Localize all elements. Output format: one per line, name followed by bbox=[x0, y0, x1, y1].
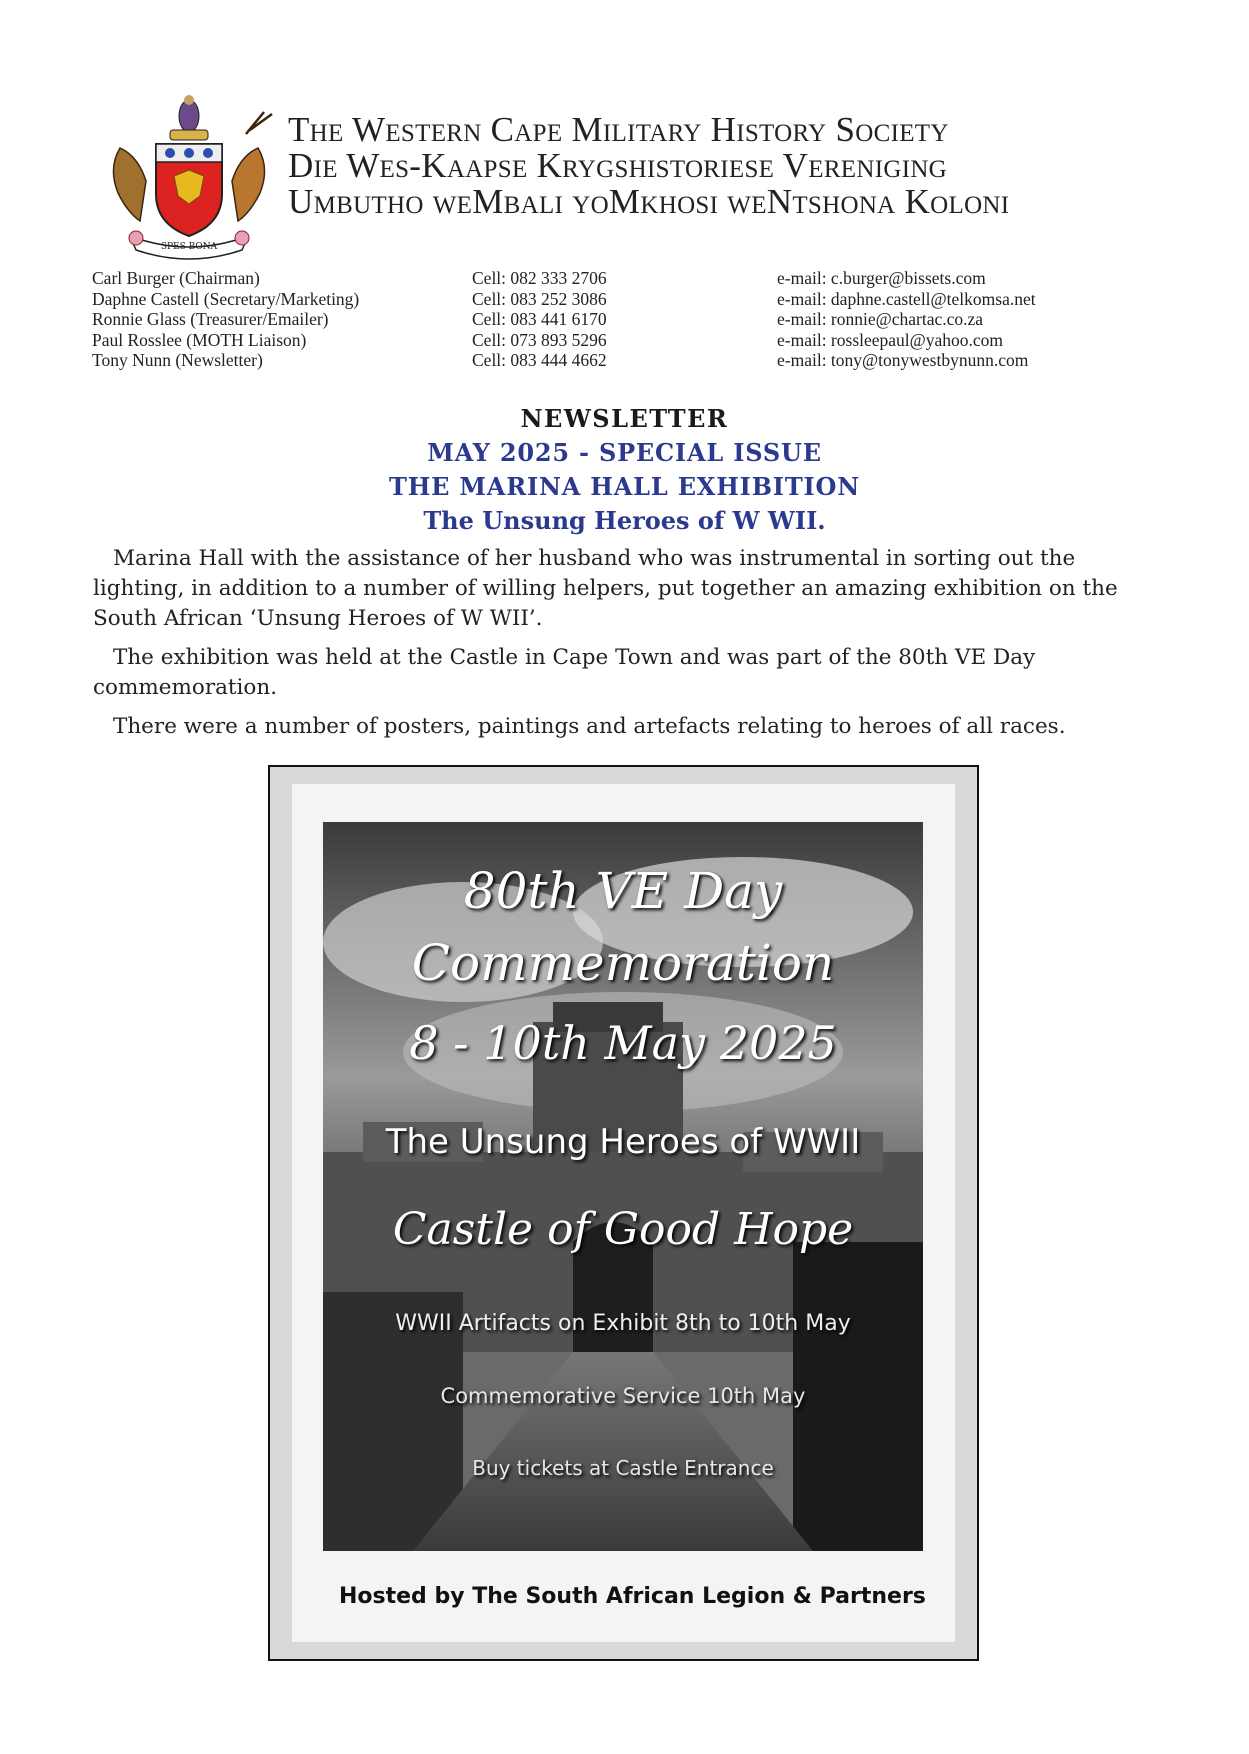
contact-name: Tony Nunn (Newsletter) bbox=[92, 350, 263, 370]
contact-cell: Cell: 073 893 5296 bbox=[472, 329, 607, 350]
contact-row bbox=[92, 268, 1162, 289]
article-paragraph: There were a number of posters, paintings and artefacts relating to heroes of all races. bbox=[113, 714, 1066, 739]
exhibition-poster bbox=[268, 765, 979, 1661]
poster-line-3: 8 - 10th May 2025 bbox=[409, 1016, 837, 1070]
committee-contacts bbox=[92, 268, 1162, 371]
contact-email[interactable]: e-mail: c.burger@bissets.com bbox=[777, 268, 986, 288]
contact-row bbox=[92, 289, 1162, 310]
poster-line-4: The Unsung Heroes of WWII bbox=[385, 1122, 861, 1162]
contact-name: Paul Rosslee (MOTH Liaison) bbox=[92, 329, 307, 350]
contact-email[interactable]: e-mail: ronnie@chartac.co.za bbox=[777, 309, 984, 329]
issue-title: MAY 2025 - SPECIAL ISSUE bbox=[427, 438, 822, 467]
contact-cell: Cell: 083 252 3086 bbox=[472, 288, 607, 309]
poster-line-2: Commemoration bbox=[411, 934, 835, 992]
crest-motto: SPES BONA bbox=[160, 242, 218, 252]
contact-email[interactable]: e-mail: rossleepaul@yahoo.com bbox=[777, 329, 1004, 350]
exhibition-title: THE MARINA HALL EXHIBITION bbox=[389, 472, 860, 501]
society-name-afrikaans: Die Wes-Kaapse Krygshistoriese Vereniging bbox=[288, 146, 948, 185]
contact-name: Ronnie Glass (Treasurer/Emailer) bbox=[92, 309, 329, 329]
newsletter-title: NEWSLETTER bbox=[520, 404, 729, 433]
contact-email[interactable]: e-mail: tony@tonywestbynunn.com bbox=[777, 350, 1029, 370]
poster-line-7: Commemorative Service 10th May bbox=[440, 1384, 806, 1408]
society-crest-logo bbox=[100, 88, 278, 266]
society-name-english: The Western Cape Military History Society bbox=[288, 110, 949, 149]
contact-cell: Cell: 082 333 2706 bbox=[472, 268, 607, 288]
article-paragraph: The exhibition was held at the Castle in Cape Town and was part of the 80th VE Day commemoration. bbox=[93, 645, 1036, 700]
poster-footer bbox=[323, 1566, 926, 1626]
contact-cell: Cell: 083 444 4662 bbox=[472, 350, 607, 370]
contact-name: Daphne Castell (Secretary/Marketing) bbox=[92, 288, 360, 309]
poster-line-5: Castle of Good Hope bbox=[392, 1204, 854, 1255]
contact-row bbox=[92, 350, 1162, 371]
article-body bbox=[93, 544, 1163, 751]
exhibition-subtitle: The Unsung Heroes of W WII. bbox=[423, 506, 826, 535]
contact-row bbox=[92, 330, 1162, 351]
poster-sheet bbox=[292, 784, 955, 1642]
society-name-block bbox=[288, 112, 1009, 220]
contact-email[interactable]: e-mail: daphne.castell@telkomsa.net bbox=[777, 288, 1036, 309]
article-paragraph: Marina Hall with the assistance of her husband who was instrumental in sorting out the lighting, in addition to a number of willing helpers, put together an amazing exhibition on the South African ‘Unsung Heroes of W WII’. bbox=[93, 546, 1118, 631]
contact-name: Carl Burger (Chairman) bbox=[92, 268, 260, 288]
contact-row bbox=[92, 309, 1162, 330]
host-credit: Hosted by The South African Legion & Partners bbox=[339, 1583, 926, 1609]
poster-line-6: WWII Artifacts on Exhibit 8th to 10th May bbox=[395, 1311, 851, 1336]
society-name-xhosa: Umbutho weMbali yoMkhosi weNtshona Koloni bbox=[288, 182, 1010, 221]
poster-line-1: 80th VE Day bbox=[463, 862, 783, 920]
poster-line-8: Buy tickets at Castle Entrance bbox=[472, 1456, 774, 1480]
newsletter-headings bbox=[0, 402, 1249, 538]
contact-cell: Cell: 083 441 6170 bbox=[472, 309, 607, 329]
castle-photo bbox=[323, 822, 923, 1551]
